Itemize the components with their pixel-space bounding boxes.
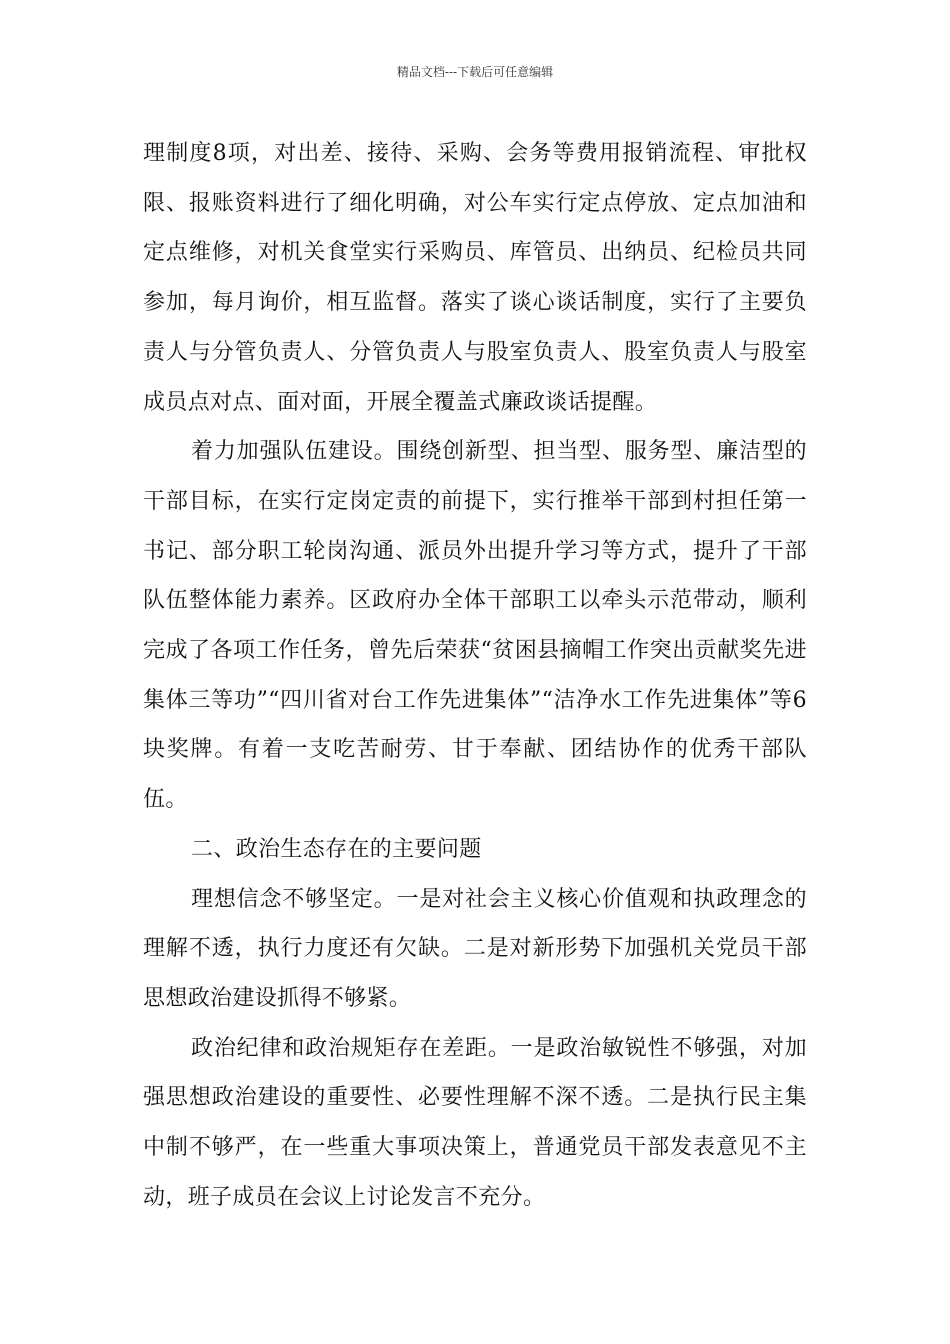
paragraph-ideals-beliefs: 理想信念不够坚定。一是对社会主义核心价值观和执政理念的理解不透，执行力度还有欠缺。二是对新形势下加强机关党员干部思想政治建设抓得不够紧。	[143, 886, 807, 1011]
paragraph-political-discipline: 政治纪律和政治规矩存在差距。一是政治敏锐性不够强，对加强思想政治建设的重要性、必要性理解不深不透。二是执行民主集中制不够严，在一些重大事项决策上，普通党员干部发表意见不主动，班子成员在会议上讨论发言不充分。	[143, 1035, 807, 1210]
page-header: 精品文档---下载后可任意编辑	[396, 65, 554, 79]
document-body	[143, 129, 807, 1222]
paragraph-team-building: 着力加强队伍建设。围绕创新型、担当型、服务型、廉洁型的干部目标，在实行定岗定责的前提下，实行推举干部到村担任第一书记、部分职工轮岗沟通、派员外出提升学习等方式，提升了干部队伍整体能力素养。区政府办全体干部职工以牵头示范带动，顺利完成了各项工作任务，曾先后荣获“贫困县摘帽工作突出贡献奖先进集体三等功”“四川省对台工作先进集体”“洁净水工作先进集体”等6块奖牌。有着一支吃苦耐劳、甘于奉献、团结协作的优秀干部队伍。	[143, 439, 807, 813]
section-heading-main-problems: 二、政治生态存在的主要问题	[191, 836, 482, 862]
paragraph-continued-regulations: 理制度8项，对出差、接待、采购、会务等费用报销流程、审批权限、报账资料进行了细化明确，对公车实行定点停放、定点加油和定点维修，对机关食堂实行采购员、库管员、出纳员、纪检员共同参加，每月询价，相互监督。落实了谈心谈话制度，实行了主要负责人与分管负责人、分管负责人与股室负责人、股室负责人与股室成员点对点、面对面，开展全覆盖式廉政谈话提醒。	[143, 141, 807, 415]
